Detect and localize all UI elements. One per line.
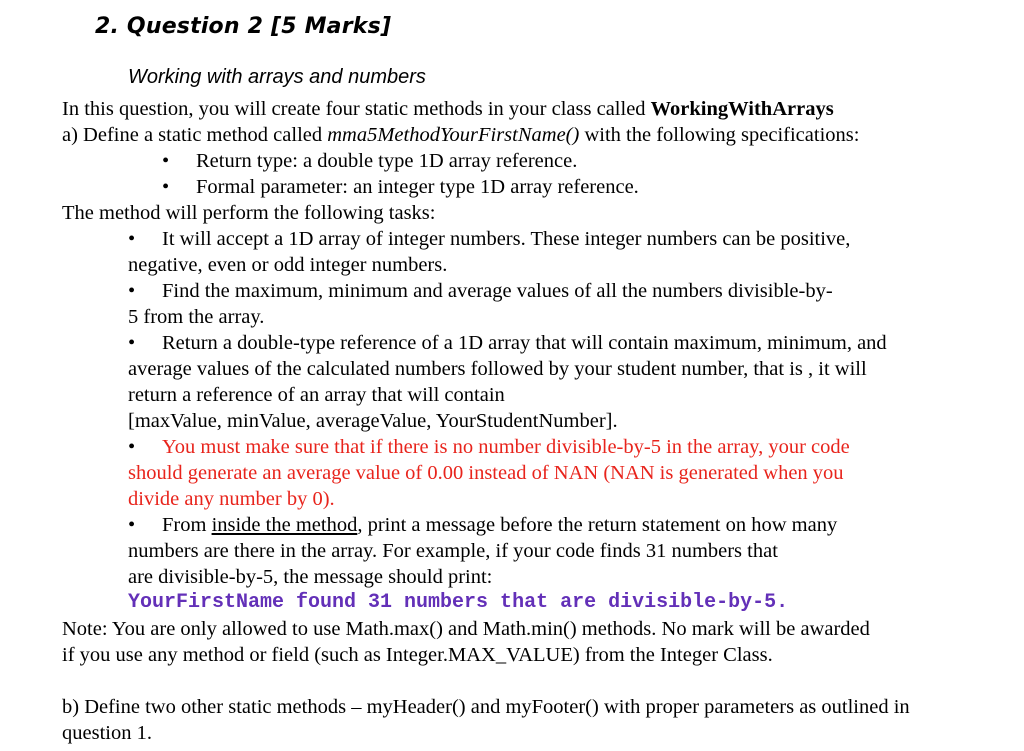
bullet-icon: • — [128, 280, 136, 302]
list-item: • You must make sure that if there is no number divisible-by-5 in the array, your code should generate an average value of 0.00 instead of NAN (NAN is generated when you divide any number by 0). — [128, 436, 850, 510]
bullet-icon: • — [128, 514, 136, 536]
bullet-icon: • — [128, 436, 136, 458]
question-heading: 2. Question 2 [5 Marks] — [95, 14, 392, 39]
list-item: • Find the maximum, minimum and average values of all the numbers divisible-by- 5 from the array. — [128, 280, 833, 328]
list-item: • From inside the method, print a message before the return statement on how many numbers are there in the array. For example, if your code finds 31 numbers that are divisible-by-5, the message should print: — [128, 514, 838, 588]
method-name: mma5MethodYourFirstName() — [327, 124, 580, 146]
list-item: • It will accept a 1D array of integer numbers. These integer numbers can be positive, negative, even or odd integer numbers. — [128, 228, 851, 276]
bullet-icon: • — [128, 332, 136, 354]
list-item: • Formal parameter: an integer type 1D array reference. — [162, 176, 639, 198]
spec-list — [162, 148, 1012, 200]
part-b-line: b) Define two other static methods – myHeader() and myFooter() with proper parameters as outlined in — [62, 696, 910, 718]
note-line: if you use any method or field (such as Integer.MAX_VALUE) from the Integer Class. — [62, 644, 773, 666]
list-item: • Return a double-type reference of a 1D array that will contain maximum, minimum, and average values of the calculated numbers followed by your student number, that is , it will return a reference of an array that will contain [maxValue, minValue, averageValue, YourStudentNumber]. — [128, 332, 887, 432]
list-item: • Return type: a double type 1D array reference. — [162, 150, 578, 172]
class-name: WorkingWithArrays — [650, 98, 834, 120]
question-body — [62, 96, 1012, 746]
bullet-icon: • — [162, 176, 170, 198]
spacer — [62, 668, 1012, 694]
bullet-icon: • — [128, 228, 136, 250]
part-b-line: question 1. — [62, 722, 152, 744]
code-output-example: YourFirstName found 31 numbers that are divisible-by-5. — [128, 591, 789, 614]
intro-paragraph: In this question, you will create four static methods in your class called WorkingWithArrays — [62, 98, 834, 120]
question-subheading: Working with arrays and numbers — [128, 66, 426, 88]
note-line: Note: You are only allowed to use Math.max() and Math.min() methods. No mark will be awarded — [62, 618, 870, 640]
part-a-line: a) Define a static method called mma5MethodYourFirstName() with the following specifications: — [62, 124, 860, 146]
task-list — [128, 226, 1012, 590]
bullet-icon: • — [162, 150, 170, 172]
tasks-intro: The method will perform the following tasks: — [62, 202, 436, 224]
